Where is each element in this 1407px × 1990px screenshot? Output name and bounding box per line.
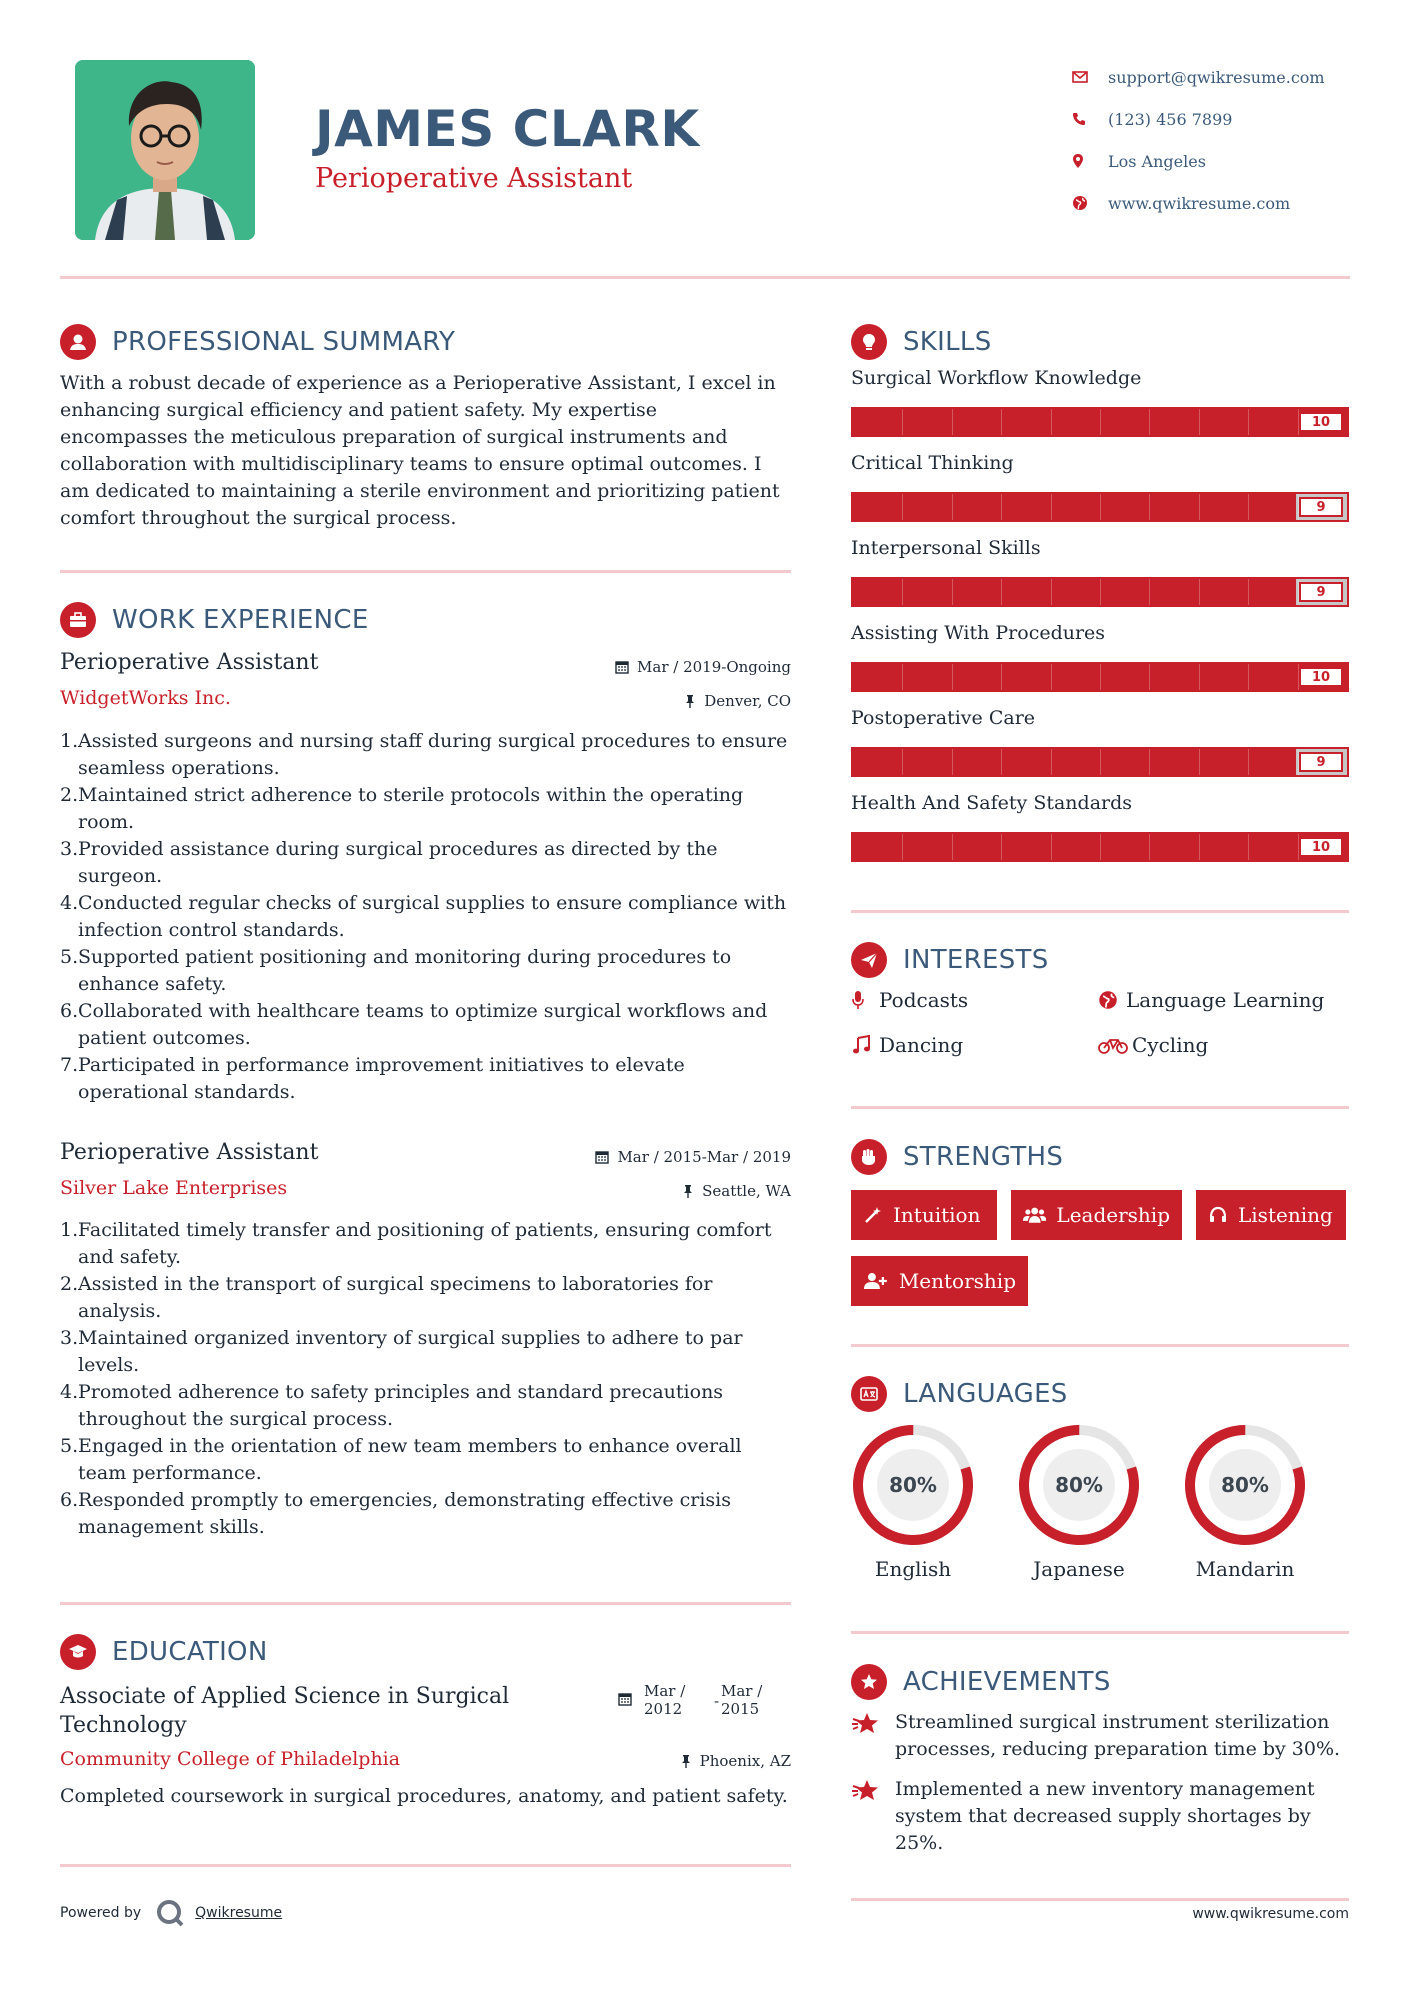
skill-bar-segment bbox=[1248, 834, 1249, 860]
degree-line: Technology bbox=[60, 1713, 187, 1738]
degree-title bbox=[60, 1682, 509, 1740]
skill-bar-segment bbox=[1199, 749, 1200, 775]
music-note-icon bbox=[851, 1035, 879, 1055]
interests-heading bbox=[851, 940, 1049, 980]
job-date bbox=[595, 1148, 791, 1166]
bullet-line: patient outcomes. bbox=[78, 1027, 251, 1049]
trophy-star-icon bbox=[851, 1776, 895, 1857]
achievements-divider bbox=[851, 1898, 1349, 1901]
bullet-number: 4. bbox=[60, 892, 79, 914]
job-bullet bbox=[60, 1379, 800, 1433]
skill-bar-segment bbox=[1248, 664, 1249, 690]
skill-bar-segment bbox=[1199, 834, 1200, 860]
skill-bar-segment bbox=[1051, 494, 1052, 520]
candidate-title: Perioperative Assistant bbox=[315, 163, 633, 194]
interest-item bbox=[851, 988, 968, 1012]
edu-date-sep: - bbox=[714, 1692, 720, 1710]
education-divider bbox=[60, 1864, 791, 1867]
achievements-heading-text: ACHIEVEMENTS bbox=[903, 1667, 1111, 1697]
job-date-text: Mar / 2019-Ongoing bbox=[637, 658, 791, 676]
globe-icon bbox=[1098, 990, 1126, 1010]
skill-score: 10 bbox=[1299, 667, 1343, 687]
job-location bbox=[682, 1182, 791, 1200]
skill-bar-segment bbox=[902, 749, 903, 775]
skill-bar-segment bbox=[1248, 579, 1249, 605]
strengths-heading-text: STRENGTHS bbox=[903, 1142, 1064, 1172]
bullet-line: Facilitated timely transfer and positioning of patients, ensuring comfort bbox=[78, 1219, 772, 1241]
bullet-number: 6. bbox=[60, 1489, 79, 1511]
bullet-line: seamless operations. bbox=[78, 757, 280, 779]
job-date-text: Mar / 2015-Mar / 2019 bbox=[617, 1148, 791, 1166]
language-percent: 80% bbox=[889, 1473, 937, 1497]
summary-line: With a robust decade of experience as a Perioperative Assistant, I excel in bbox=[60, 372, 776, 394]
skill-score: 9 bbox=[1299, 582, 1343, 602]
bullet-line: throughout the surgical process. bbox=[78, 1408, 394, 1430]
skill-bar-segment bbox=[1149, 749, 1150, 775]
experience-heading-text: WORK EXPERIENCE bbox=[112, 605, 369, 635]
edu-date-end-year: 2015 bbox=[721, 1700, 760, 1718]
edu-date-start-year: 2012 bbox=[644, 1700, 683, 1718]
skills-divider bbox=[851, 910, 1349, 913]
footer-powered-by bbox=[60, 1898, 282, 1928]
strength-chip bbox=[1196, 1190, 1346, 1240]
strengths-divider bbox=[851, 1344, 1349, 1347]
skill-bar-segment bbox=[902, 664, 903, 690]
language-label: English bbox=[874, 1557, 952, 1581]
interests-divider bbox=[851, 1106, 1349, 1109]
achievement-item bbox=[851, 1709, 1351, 1763]
bullet-line: operational standards. bbox=[78, 1081, 296, 1103]
skill-bar-fill bbox=[853, 749, 1296, 775]
skill-bar bbox=[851, 747, 1349, 777]
bullet-line: Responded promptly to emergencies, demonstrating effective crisis bbox=[78, 1489, 732, 1511]
interest-label: Dancing bbox=[879, 1033, 964, 1057]
job-location bbox=[684, 692, 791, 710]
skill-bar-segment bbox=[1199, 494, 1200, 520]
achievement-line: processes, reducing preparation time by 30%. bbox=[895, 1738, 1341, 1760]
location-pin-icon bbox=[1072, 153, 1108, 169]
languages-heading-text: LANGUAGES bbox=[903, 1379, 1068, 1409]
pushpin-icon bbox=[680, 1754, 692, 1768]
language-item bbox=[1017, 1423, 1141, 1581]
skill-bar-segment bbox=[1051, 409, 1052, 435]
contact-location bbox=[1072, 140, 1372, 182]
bullet-line: Participated in performance improvement initiatives to elevate bbox=[78, 1054, 685, 1076]
job-bullet bbox=[60, 1487, 800, 1541]
bullet-number: 4. bbox=[60, 1381, 79, 1403]
job-location-text: Denver, CO bbox=[704, 692, 791, 710]
skill-bar bbox=[851, 407, 1349, 437]
job-bullet bbox=[60, 890, 800, 944]
job-bullet bbox=[60, 728, 800, 782]
skill-bar-fill bbox=[853, 494, 1296, 520]
skill-bar-segment bbox=[1248, 409, 1249, 435]
skill-label: Interpersonal Skills bbox=[851, 537, 1041, 559]
strength-label: Listening bbox=[1238, 1203, 1333, 1227]
degree-line: Associate of Applied Science in Surgical bbox=[60, 1684, 510, 1709]
bicycle-icon bbox=[1098, 1036, 1132, 1054]
skill-bar-segment bbox=[902, 494, 903, 520]
bullet-number: 3. bbox=[60, 1327, 79, 1349]
education-heading bbox=[60, 1632, 268, 1672]
skill-bar-segment bbox=[1001, 409, 1002, 435]
language-item bbox=[851, 1423, 975, 1581]
contact-location-text: Los Angeles bbox=[1108, 151, 1206, 171]
skill-bar-segment bbox=[1001, 749, 1002, 775]
skill-bar bbox=[851, 492, 1349, 522]
job-company: WidgetWorks Inc. bbox=[60, 687, 231, 709]
contact-phone[interactable] bbox=[1072, 98, 1372, 140]
bullet-number: 2. bbox=[60, 1273, 79, 1295]
interests-heading-text: INTERESTS bbox=[903, 945, 1049, 975]
skill-bar-segment bbox=[1149, 494, 1150, 520]
skill-label: Critical Thinking bbox=[851, 452, 1014, 474]
strength-chip bbox=[851, 1190, 997, 1240]
users-icon bbox=[1023, 1205, 1046, 1225]
achievement-line: Implemented a new inventory management bbox=[895, 1778, 1315, 1800]
calendar-icon bbox=[615, 660, 629, 674]
edu-date-end-month: Mar / bbox=[721, 1682, 763, 1700]
edu-location-text: Phoenix, AZ bbox=[699, 1752, 791, 1770]
bullet-line: Conducted regular checks of surgical supplies to ensure compliance with bbox=[78, 892, 787, 914]
skill-bar-segment bbox=[1001, 494, 1002, 520]
job-bullet bbox=[60, 1433, 800, 1487]
skill-bar-segment bbox=[1100, 579, 1101, 605]
profile-photo bbox=[75, 60, 255, 240]
bullet-number: 1. bbox=[60, 730, 79, 752]
edu-location bbox=[680, 1752, 791, 1770]
interest-item bbox=[1098, 988, 1324, 1012]
skill-label: Surgical Workflow Knowledge bbox=[851, 367, 1142, 389]
summary-line: am dedicated to maintaining a sterile environment and prioritizing patient bbox=[60, 480, 780, 502]
job-bullet bbox=[60, 1052, 800, 1106]
skill-bar-segment bbox=[1051, 664, 1052, 690]
paper-plane-icon bbox=[851, 942, 887, 978]
job-bullet bbox=[60, 1325, 800, 1379]
contact-list bbox=[1072, 56, 1372, 224]
summary-heading bbox=[60, 322, 455, 362]
skills-heading-text: SKILLS bbox=[903, 327, 992, 357]
skill-bar-segment bbox=[1248, 494, 1249, 520]
languages-heading bbox=[851, 1374, 1068, 1414]
strength-label: Intuition bbox=[893, 1203, 981, 1227]
skill-bar-segment bbox=[952, 409, 953, 435]
pushpin-icon bbox=[684, 694, 696, 708]
skill-bar-segment bbox=[1001, 664, 1002, 690]
achievement-line: 25%. bbox=[895, 1832, 944, 1854]
skill-bar-segment bbox=[1051, 834, 1052, 860]
contact-website[interactable] bbox=[1072, 182, 1372, 224]
strength-label: Mentorship bbox=[898, 1269, 1016, 1293]
skill-bar-segment bbox=[952, 749, 953, 775]
bullet-line: surgeon. bbox=[78, 865, 163, 887]
briefcase-icon bbox=[60, 602, 96, 638]
skill-bar-segment bbox=[1149, 664, 1150, 690]
job-location-text: Seattle, WA bbox=[702, 1182, 791, 1200]
envelope-icon bbox=[1072, 70, 1108, 84]
skill-bar-segment bbox=[902, 834, 903, 860]
skill-score: 9 bbox=[1299, 497, 1343, 517]
bullet-line: enhance safety. bbox=[78, 973, 227, 995]
skill-bar-segment bbox=[952, 579, 953, 605]
pushpin-icon bbox=[682, 1184, 694, 1198]
interest-item bbox=[1098, 1033, 1208, 1057]
achievement-line: Streamlined surgical instrument sterilization bbox=[895, 1711, 1330, 1733]
job-bullets bbox=[60, 728, 800, 1106]
bullet-line: Maintained strict adherence to sterile protocols within the operating bbox=[78, 784, 744, 806]
language-ring bbox=[851, 1423, 975, 1547]
headphones-icon bbox=[1208, 1205, 1228, 1225]
language-percent: 80% bbox=[1055, 1473, 1103, 1497]
candidate-name: JAMES CLARK bbox=[315, 100, 700, 158]
strengths-heading bbox=[851, 1137, 1063, 1177]
language-icon bbox=[851, 1376, 887, 1412]
bullet-line: infection control standards. bbox=[78, 919, 345, 941]
job-company: Silver Lake Enterprises bbox=[60, 1177, 288, 1199]
skill-bar bbox=[851, 662, 1349, 692]
bullet-number: 7. bbox=[60, 1054, 79, 1076]
skill-score: 9 bbox=[1299, 752, 1343, 772]
graduation-icon bbox=[60, 1634, 96, 1670]
powered-by-text: Powered by bbox=[60, 1905, 142, 1921]
skill-label: Health And Safety Standards bbox=[851, 792, 1133, 814]
bullet-number: 6. bbox=[60, 1000, 79, 1022]
skill-bar-segment bbox=[1051, 749, 1052, 775]
skill-bar-segment bbox=[1149, 579, 1150, 605]
skill-bar bbox=[851, 577, 1349, 607]
skill-bar-segment bbox=[1149, 409, 1150, 435]
skill-bar-segment bbox=[1051, 579, 1052, 605]
job-bullet bbox=[60, 944, 800, 998]
header-divider bbox=[60, 276, 1350, 279]
bullet-line: Engaged in the orientation of new team members to enhance overall bbox=[78, 1435, 742, 1457]
skill-bar-segment bbox=[1199, 664, 1200, 690]
contact-website-text: www.qwikresume.com bbox=[1108, 193, 1291, 213]
bullet-line: and safety. bbox=[78, 1246, 182, 1268]
brand-link[interactable]: Qwikresume bbox=[195, 1905, 283, 1921]
contact-email[interactable] bbox=[1072, 56, 1372, 98]
bullet-line: levels. bbox=[78, 1354, 140, 1376]
edu-date-end bbox=[721, 1682, 762, 1718]
bullet-line: team performance. bbox=[78, 1462, 262, 1484]
interest-label: Podcasts bbox=[879, 988, 969, 1012]
footer-url[interactable]: www.qwikresume.com bbox=[1192, 1906, 1349, 1922]
language-percent: 80% bbox=[1221, 1473, 1269, 1497]
star-badge-icon bbox=[851, 1664, 887, 1700]
bullet-number: 1. bbox=[60, 1219, 79, 1241]
skill-bar-segment bbox=[952, 834, 953, 860]
bullet-line: Maintained organized inventory of surgical supplies to adhere to par bbox=[78, 1327, 743, 1349]
strength-label: Leadership bbox=[1056, 1203, 1170, 1227]
education-heading-text: EDUCATION bbox=[112, 1637, 268, 1667]
job-bullets bbox=[60, 1217, 800, 1541]
fist-icon bbox=[851, 1139, 887, 1175]
interest-label: Cycling bbox=[1132, 1033, 1209, 1057]
languages-divider bbox=[851, 1631, 1349, 1634]
skill-bar-segment bbox=[1100, 749, 1101, 775]
contact-email-text: support@qwikresume.com bbox=[1108, 67, 1325, 87]
summary-line: encompasses the meticulous preparation of surgical instruments and bbox=[60, 426, 728, 448]
edu-date bbox=[618, 1692, 640, 1706]
globe-icon bbox=[1072, 195, 1108, 211]
skill-bar-segment bbox=[1100, 409, 1101, 435]
skill-label: Postoperative Care bbox=[851, 707, 1036, 729]
skill-bar-segment bbox=[1100, 664, 1101, 690]
qwikresume-logo-icon bbox=[155, 1898, 185, 1928]
summary-line: collaboration with multidisciplinary teams to ensure optimal outcomes. I bbox=[60, 453, 762, 475]
summary-line: enhancing surgical efficiency and patient safety. My expertise bbox=[60, 399, 658, 421]
strength-chip bbox=[851, 1256, 1028, 1306]
skill-bar-segment bbox=[1100, 834, 1101, 860]
edu-description: Completed coursework in surgical procedures, anatomy, and patient safety. bbox=[60, 1785, 788, 1807]
achievement-line: system that decreased supply shortages by bbox=[895, 1805, 1311, 1827]
skill-bar bbox=[851, 832, 1349, 862]
summary-divider bbox=[60, 570, 791, 573]
skill-label: Assisting With Procedures bbox=[851, 622, 1106, 644]
achievements-heading bbox=[851, 1662, 1111, 1702]
edu-date-start-month: Mar / bbox=[644, 1682, 686, 1700]
language-ring bbox=[1183, 1423, 1307, 1547]
job-bullet bbox=[60, 1217, 800, 1271]
skills-heading bbox=[851, 322, 992, 362]
calendar-icon bbox=[595, 1150, 609, 1164]
job-bullet bbox=[60, 836, 800, 890]
bullet-number: 5. bbox=[60, 946, 79, 968]
edu-date-start bbox=[644, 1682, 685, 1718]
user-plus-icon bbox=[863, 1271, 889, 1291]
summary-text bbox=[60, 370, 795, 532]
experience-divider bbox=[60, 1602, 791, 1605]
magic-wand-icon bbox=[863, 1205, 883, 1225]
language-label: Japanese bbox=[1033, 1557, 1125, 1581]
job-date bbox=[615, 658, 791, 676]
bullet-number: 3. bbox=[60, 838, 79, 860]
language-ring bbox=[1017, 1423, 1141, 1547]
bullet-number: 5. bbox=[60, 1435, 79, 1457]
achievement-item bbox=[851, 1776, 1351, 1857]
strength-chip bbox=[1011, 1190, 1182, 1240]
summary-heading-text: PROFESSIONAL SUMMARY bbox=[112, 327, 456, 357]
skill-bar-segment bbox=[952, 494, 953, 520]
skill-bar-segment bbox=[1149, 834, 1150, 860]
skill-score: 10 bbox=[1299, 837, 1343, 857]
interest-label: Language Learning bbox=[1126, 988, 1325, 1012]
skill-bar-segment bbox=[1248, 749, 1249, 775]
bullet-line: Assisted surgeons and nursing staff during surgical procedures to ensure bbox=[78, 730, 788, 752]
skill-bar-segment bbox=[952, 664, 953, 690]
school-name: Community College of Philadelphia bbox=[60, 1748, 401, 1770]
bullet-line: Promoted adherence to safety principles and standard precautions bbox=[78, 1381, 724, 1403]
bullet-line: Assisted in the transport of surgical specimens to laboratories for bbox=[78, 1273, 713, 1295]
job-title: Perioperative Assistant bbox=[60, 1140, 319, 1165]
language-item bbox=[1183, 1423, 1307, 1581]
job-bullet bbox=[60, 998, 800, 1052]
summary-line: comfort throughout the surgical process. bbox=[60, 507, 457, 529]
calendar-icon bbox=[618, 1692, 632, 1706]
skill-score: 10 bbox=[1299, 412, 1343, 432]
skill-bar-segment bbox=[902, 409, 903, 435]
job-bullet bbox=[60, 1271, 800, 1325]
job-title: Perioperative Assistant bbox=[60, 650, 319, 675]
skill-bar-segment bbox=[1001, 834, 1002, 860]
bullet-number: 2. bbox=[60, 784, 79, 806]
user-icon bbox=[60, 324, 96, 360]
microphone-icon bbox=[851, 990, 879, 1010]
skill-bar-segment bbox=[1199, 409, 1200, 435]
job-bullet bbox=[60, 782, 800, 836]
skill-bar-segment bbox=[1199, 579, 1200, 605]
skill-bar-segment bbox=[1100, 494, 1101, 520]
bullet-line: room. bbox=[78, 811, 135, 833]
bullet-line: management skills. bbox=[78, 1516, 265, 1538]
bullet-line: analysis. bbox=[78, 1300, 162, 1322]
bullet-line: Supported patient positioning and monitoring during procedures to bbox=[78, 946, 732, 968]
language-label: Mandarin bbox=[1195, 1557, 1295, 1581]
phone-icon bbox=[1072, 112, 1108, 126]
skill-bar-fill bbox=[853, 579, 1296, 605]
lightbulb-icon bbox=[851, 324, 887, 360]
skill-bar-segment bbox=[902, 579, 903, 605]
experience-heading bbox=[60, 600, 369, 640]
interest-item bbox=[851, 1033, 963, 1057]
trophy-star-icon bbox=[851, 1709, 895, 1763]
bullet-line: Provided assistance during surgical procedures as directed by the bbox=[78, 838, 718, 860]
contact-phone-text: (123) 456 7899 bbox=[1108, 109, 1233, 129]
bullet-line: Collaborated with healthcare teams to optimize surgical workflows and bbox=[78, 1000, 768, 1022]
skill-bar-segment bbox=[1001, 579, 1002, 605]
